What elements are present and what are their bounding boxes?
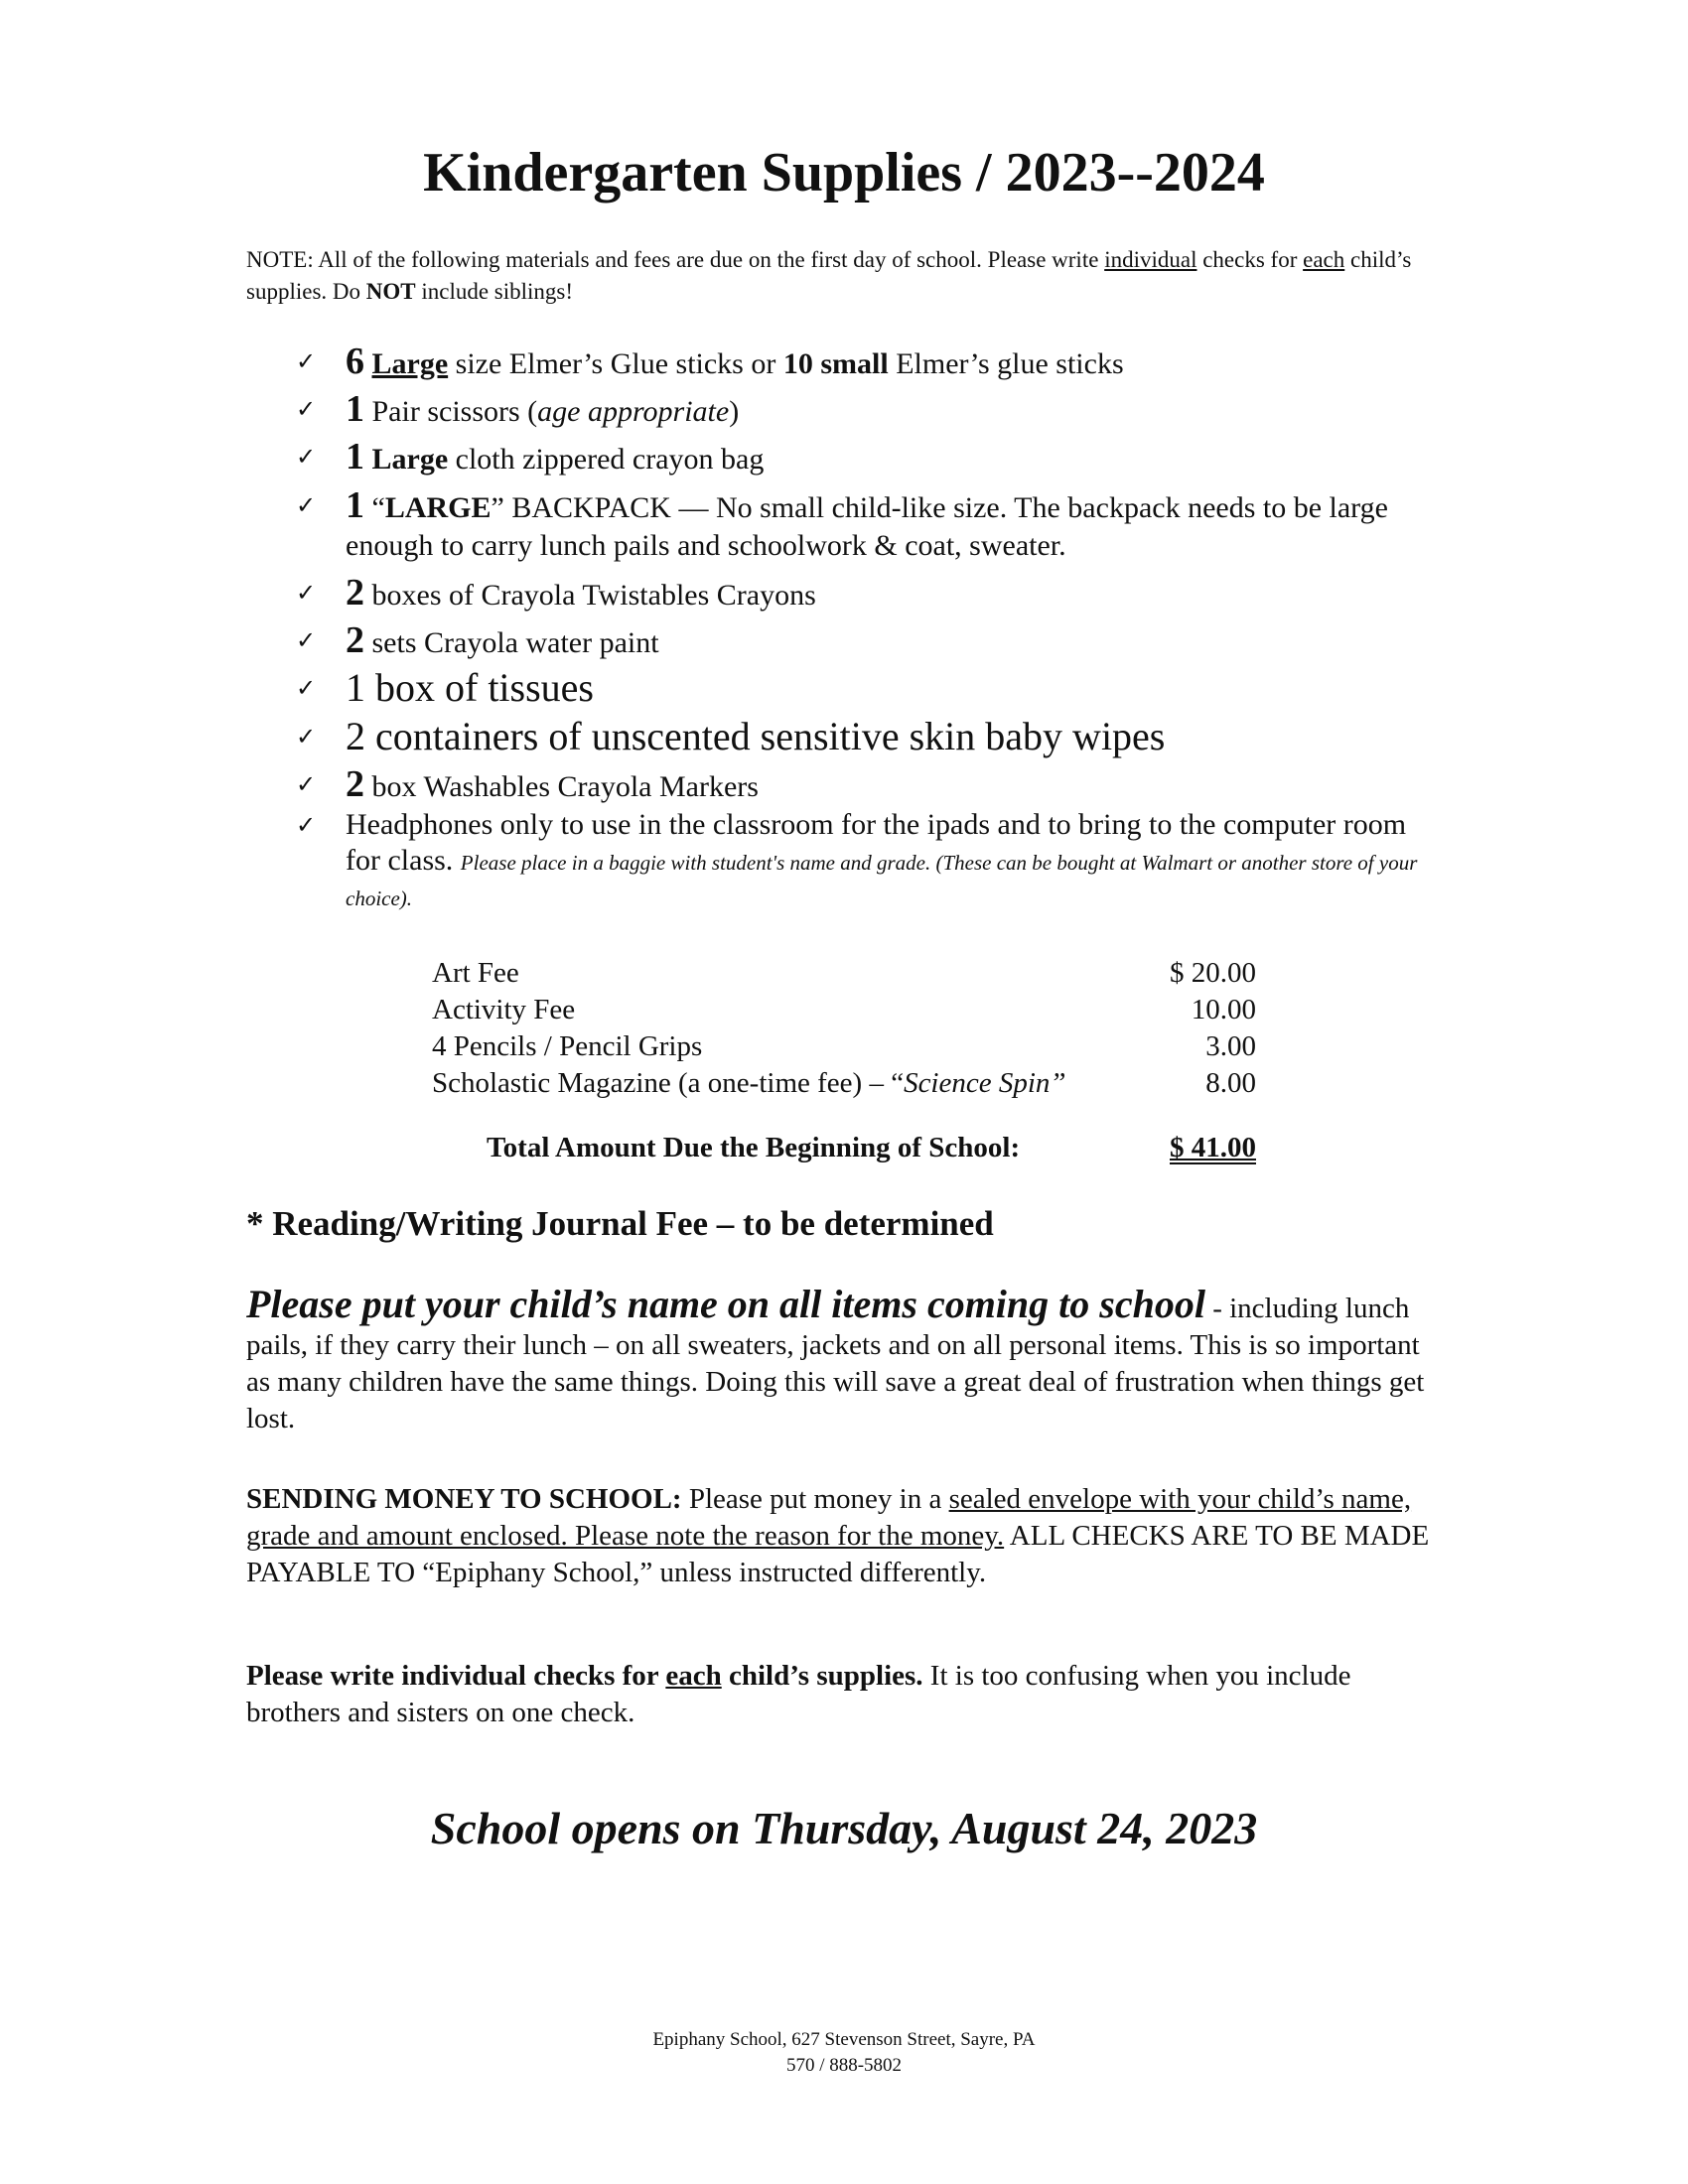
- note-paragraph: NOTE: All of the following materials and fees are due on the first day of school. Please write individual checks for each child’s supplies. Do NOT include siblings!: [246, 247, 1412, 304]
- supply-item-markers: ✓ 2 box Washables Crayola Markers: [296, 763, 759, 805]
- total-due: [487, 1132, 1256, 1171]
- supply-item-baby-wipes: ✓ 2 containers of unscented sensitive skin baby wipes: [296, 712, 1438, 761]
- supply-item-glue-sticks: ✓ 6 Large size Elmer’s Glue sticks or 10 small Elmer’s glue sticks: [296, 338, 1438, 385]
- check-mark-icon: ✓: [296, 770, 317, 798]
- check-mark-icon: ✓: [296, 626, 317, 654]
- checks-paragraph: Please write individual checks for each child’s supplies. It is too confusing when you include brothers and sisters on one check.: [246, 1660, 1351, 1728]
- money-paragraph: SENDING MONEY TO SCHOOL: Please put money in a sealed envelope with your child’s name, grade and amount enclosed. Please note the reason for the money. ALL CHECKS ARE TO BE MADE PAYABLE TO “Epiphany School,” unless instructed differently.: [246, 1483, 1430, 1588]
- fee-row-pencils: 4 Pencils / Pencil Grips 3.00: [432, 1030, 1256, 1062]
- supply-item-water-paint: ✓ 2 sets Crayola water paint: [296, 616, 1438, 664]
- total-amount: $ 41.00: [1170, 1132, 1256, 1163]
- journal-fee-note: * Reading/Writing Journal Fee – to be determined: [246, 1204, 994, 1243]
- footer-phone: 570 / 888-5802: [785, 2055, 903, 2076]
- check-mark-icon: ✓: [296, 491, 317, 519]
- fee-row-art: Art Fee $ 20.00: [432, 957, 1256, 989]
- fee-table: [432, 955, 1256, 1102]
- total-label: Total Amount Due the Beginning of School:: [487, 1132, 1021, 1163]
- page-title: Kindergarten Supplies / 2023--2024: [423, 142, 1265, 204]
- footer: [0, 2027, 1688, 2079]
- supply-item-scissors: ✓ 1 Pair scissors (age appropriate): [296, 385, 1438, 433]
- supply-item-tissues: ✓ 1 box of tissues: [296, 665, 594, 710]
- names-paragraph: Please put your child’s name on all items coming to school - including lunch pails, if they carry their lunch – on all sweaters, jackets and on all personal items. This is so important as many children have the same things. Doing this will save a great deal of frustration when things get lost.: [246, 1282, 1425, 1434]
- check-mark-icon: ✓: [296, 674, 317, 702]
- check-mark-icon: ✓: [296, 443, 317, 471]
- check-mark-icon: ✓: [296, 579, 317, 607]
- footer-address: Epiphany School, 627 Stevenson Street, Sayre, PA: [652, 2029, 1036, 2050]
- fee-row-activity: Activity Fee 10.00: [432, 994, 1256, 1025]
- check-mark-icon: ✓: [296, 723, 317, 751]
- check-mark-icon: ✓: [296, 811, 317, 839]
- supply-item-backpack: ✓ 1 “LARGE” BACKPACK — No small child-like size. The backpack needs to be large enough to carry lunch pails and schoolwork & coat, sweater.: [296, 484, 1388, 562]
- check-mark-icon: ✓: [296, 395, 317, 423]
- supply-item-crayon-bag: ✓ 1 Large cloth zippered crayon bag: [296, 433, 1438, 480]
- supply-list: [296, 338, 1438, 914]
- check-mark-icon: ✓: [296, 347, 317, 375]
- fee-row-scholastic: Scholastic Magazine (a one-time fee) – “Science Spin” 8.00: [432, 1067, 1256, 1099]
- supply-item-twistables: ✓ 2 boxes of Crayola Twistables Crayons: [296, 569, 1438, 616]
- supply-item-headphones: ✓ Headphones only to use in the classroom for the ipads and to bring to the computer room for class. Please place in a baggie with student's name and grade. (These can be bought at Walmart or another store of your choice).: [296, 808, 1418, 910]
- school-opens-date: School opens on Thursday, August 24, 2023: [430, 1803, 1258, 1853]
